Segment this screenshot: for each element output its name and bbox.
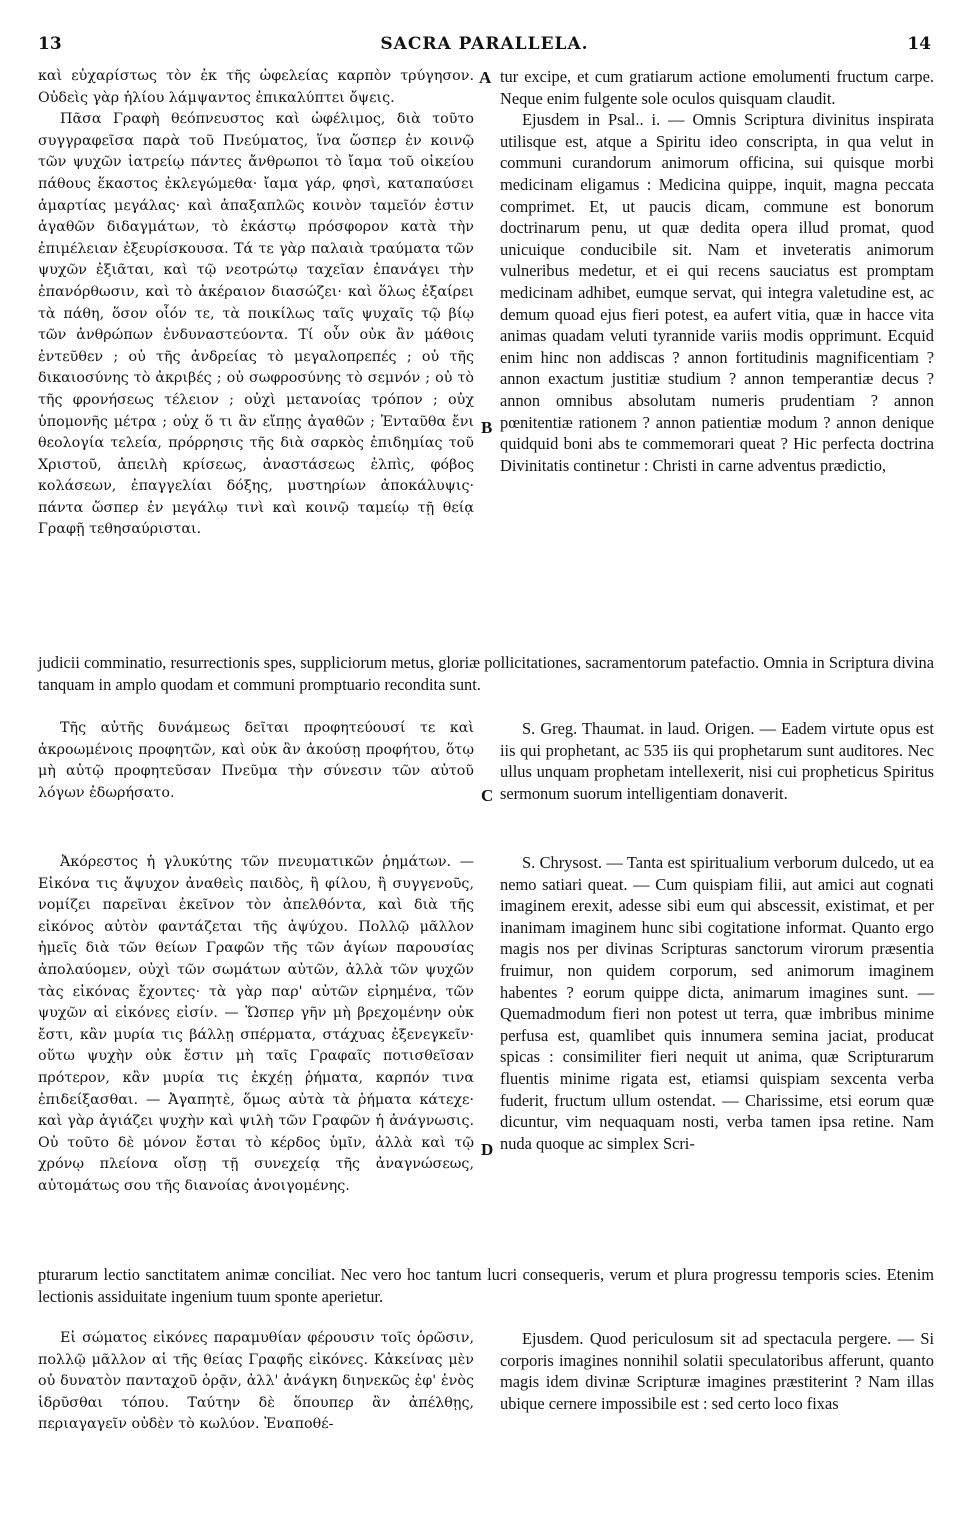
latin-continuation: pturarum lectio sanctitatem animæ conciliat. Nec vero hoc tantum lucri consequeris, verum et plura progressu temporis scies. Etenim lectionis assiduitate ingenium tuum sponte aperietur. [38, 1265, 934, 1306]
section-marker-a: A [479, 68, 492, 87]
latin-paragraph: S. Greg. Thaumat. in laud. Origen. — Eadem virtute opus est iis qui prophetant, ac 535 iis qui prophetarum sunt auditores. Nec ullus unquam prophetam intellexerit, nisi cui propheticus Spiritus sermonum suorum intelligentiam donaverit. [500, 719, 934, 803]
latin-full-width-section-1 [38, 652, 934, 695]
latin-column-section-1 [500, 66, 934, 476]
section-marker-b: B [481, 418, 493, 437]
latin-column-section-4 [500, 1328, 934, 1414]
page-number-left: 13 [38, 34, 62, 54]
section-marker-c: C [481, 786, 494, 805]
greek-paragraph: Πᾶσα Γραφὴ θεόπνευστος καὶ ὠφέλιμος, διὰ τοῦτο συγγραφεῖσα παρὰ τοῦ Πνεύματος, ἵνα ὥσπερ ἐν κοινῷ τῶν ψυχῶν ἰατρείῳ πάντες ἄνθρωποι τὸ ἴαμα τοῦ οἰκείου πάθους ἕκαστος ἐκλεγώμεθα· ἴαμα γάρ, φησὶ, καταπαύσει ἁμαρτίας μεγάλας· καὶ ἁπαξαπλῶς κοινὸν ταμεῖόν ἐστιν ἀγαθῶν διδαγμάτων, τὸ ἑκάστῳ πρόσφορον κατὰ τὴν ἐπιμέλειαν ἐξευρίσκουσα. Τά τε γὰρ παλαιὰ τραύματα τῶν ψυχῶν ἐξιᾶται, καὶ τῷ νεοτρώτῳ ταχεῖαν ἐπανάγει τὴν ἐπανόρθωσιν, καὶ τὸ ἀκέραιον διασώζει· καὶ ὅλως ἐξαίρει τὰ πάθη, ὅσον οἷόν τε, τὰ ποικίλως ταῖς ψυχαῖς τῷ βίῳ τῶν ἀνθρώπων ἐνδυναστεύοντα. Τί οὖν οὐκ ἂν μάθοις ἐντεῦθεν ; οὐ τῆς ἀνδρείας τὸ μεγαλοπρεπές ; οὐ τῆς δικαιοσύνης τὸ ἀκριβές ; οὐ σωφροσύνης τὸ σεμνόν ; οὐ τὸ τῆς φρονήσεως τέλειον ; οὐχὶ μετανοίας τρόπον ; οὐχ ὑπομονῆς μέτρα ; οὐχ ὅ τι ἂν εἴπῃς ἀγαθῶν ; Ἐνταῦθα ἔνι θεολογία τελεία, πρόρρησις τῆς διὰ σαρκὸς ἐπιδημίας τοῦ Χριστοῦ, ἀπειλὴ κρίσεως, ἀναστάσεως ἐλπὶς, φόβος κολάσεων, ἐπαγγελίαι δόξης, μυστηρίων ἀποκάλυψις· πάντα ὥσπερ ἐν μεγάλῳ τινὶ καὶ κοινῷ ταμείῳ τῇ θείᾳ Γραφῇ τεθησαύρισται. [38, 111, 474, 538]
latin-paragraph: Ejusdem. Quod periculosum sit ad spectacula pergere. — Si corporis imagines nonnihil solatii speculatoribus afferunt, quanto magis idem divinæ Scripturæ imagines præstiterint ? Nam illas ubique cernere impossibile est : sed certo loco fixas [500, 1329, 934, 1413]
latin-paragraph: S. Chrysost. — Tanta est spiritualium verborum dulcedo, ut ea nemo satiari queat. — Cum quispiam filii, aut amici aut cognati imaginem erexit, adesse sibi eum qui abscessit, existimat, et per inanimam imaginem hunc sibi cogitatione informat. Quanto ergo magis nos per divinas Scripturas sanctorum virorum præsentia fruimur, non quidem corporum, sed animorum imaginem habentes ? eorum quippe dicta, animarum imagines sunt. — Quemadmodum fieri non potest ut terra, quæ imbribus minime perfusa est, quamlibet quis innumera semina jaciat, producat spicas : consimiliter fieri nequit ut anima, quæ Scripturarum fluentis minime rigata est, etiamsi quispiam sexcenta verba fuderit, fructum ullum ostendat. — Charissime, etsi eorum quæ dicuntur, vim nequaquam nosti, verba tamen ipsa retine. Nam nuda quoque ac simplex Scri- [500, 853, 934, 1153]
running-title: SACRA PARALLELA. [380, 34, 589, 54]
greek-column-section-3 [38, 852, 474, 1198]
latin-column-section-3 [500, 852, 934, 1154]
greek-paragraph: Τῆς αὐτῆς δυνάμεως δεῖται προφητεύουσί τε καὶ ἀκροωμένοις προφητῶν, καὶ οὐκ ἂν ἀκούσῃ προφήτου, ὅτῳ μὴ αὐτῷ προφητεῦσαν Πνεῦμα τὴν σύνεσιν τῶν αὐτοῦ λόγων ἐδωρήσατο. [38, 720, 474, 801]
latin-continuation: judicii comminatio, resurrectionis spes, suppliciorum metus, gloriæ pollicitationes, sacramentorum patefactio. Omnia in Scriptura divina tanquam in amplo quodam et communi promptuario recondita sunt. [38, 653, 934, 694]
latin-paragraph: Ejusdem in Psal.. i. — Omnis Scriptura divinitus inspirata utilisque est, atque a Spiritu ideo conscripta, in qua velut in communi curandorum animorum officina, sui quisque morbi medicinam eligamus : Medicina quippe, inquit, magna peccata comprimet. Et, ut paucis dicam, commune est bonorum doctrinarum penu, ut quæ dedita opera illud promat, quod unicuique conducibile sit. Nam et inveteratis animorum vulneribus medetur, et ei qui recens sauciatus est promptam medicinam adhibet, eumque servat, qui integra valetudine est, ac demum quoad ejus fieri potest, ea aufert vitia, quæ in hacce vita animas quadam veluti tyrannide variis modis opprimunt. Ecquid enim hinc non addiscas ? annon fortitudinis magnificentiam ? annon exactum justitiæ studium ? annon temperantiæ decus ? annon omnibus absolutam numeris prudentiam ? annon pœnitentiæ rationem ? annon patientiæ modum ? annon denique quidquid boni abs te commemorari queat ? Hic perfecta doctrina Divinitatis continetur : Christi in carne adventus prædictio, [500, 110, 934, 475]
latin-column-section-2 [500, 718, 934, 804]
greek-column-section-1 [38, 66, 474, 541]
greek-column-section-4 [38, 1328, 474, 1436]
page-header [38, 34, 931, 56]
latin-full-width-section-3 [38, 1264, 934, 1307]
section-marker-d: D [481, 1140, 494, 1159]
greek-paragraph: Εἰ σώματος εἰκόνες παραμυθίαν φέρουσιν τοῖς ὁρῶσιν, πολλῷ μᾶλλον αἱ τῆς θείας Γραφῆς εἰκόνες. Κἀκείνας μὲν οὐ δυνατὸν πανταχοῦ ὁρᾷν, ἀλλ' ἀνάγκη διηνεκῶς ἐφ' ἑνὸς ἱδρῦσθαι τόπου. Ταύτην δὲ ὅπουπερ ἂν ἀπέλθῃς, περιαγαγεῖν οὐδὲν τὸ κωλύον. Ἐναποθέ- [38, 1330, 474, 1433]
greek-paragraph: καὶ εὐχαρίστως τὸν ἐκ τῆς ὠφελείας καρπὸν τρύγησον. Οὐδεὶς γὰρ ἡλίου λάμψαντος ἐπικαλύπτει ὄψεις. [38, 68, 474, 106]
greek-paragraph: Ἀκόρεστος ἡ γλυκύτης τῶν πνευματικῶν ῥημάτων. — Εἰκόνα τις ἄψυχον ἀναθεὶς παιδὸς, ἢ φίλου, ἢ συγγενοῦς, νομίζει παρεῖναι ἐκεῖνον τὸν ἀπελθόντα, καὶ διὰ τῆς εἰκόνος αὐτὸν φαντάζεται τῆς ἀψύχου. Πολλῷ μᾶλλον ἡμεῖς διὰ τῶν θείων Γραφῶν τῆς τῶν ἁγίων παρουσίας ἀπολαύομεν, οὐχὶ τῶν σωμάτων αὐτῶν, ἀλλὰ τῶν ψυχῶν τὰς εἰκόνας ἔχοντες· τὰ γὰρ παρ' αὐτῶν εἰρημένα, τῶν ψυχῶν αἱ εἰκόνες εἰσίν. — Ὥσπερ γῆν μὴ βρεχομένην οὐκ ἔστι, κἂν μυρία τις βάλλῃ σπέρματα, στάχυας ἐξενεγκεῖν· οὕτω ψυχὴν οὐκ ἔστιν μὴ ταῖς Γραφαῖς ποτισθεῖσαν πρότερον, κἂν μυρία τις ἐκχέῃ ῥήματα, καρπόν τινα ἐπιδείξασθαι. — Ἀγαπητὲ, ὅμως αὐτὰ τὰ ῥήματα κάτεχε· καὶ γὰρ ἁγιάζει ψυχὴν καὶ ψιλὴ τῶν Γραφῶν ἡ ἀνάγνωσις. Οὐ τοῦτο δὲ μόνον ἔσται τὸ κέρδος ὑμῖν, ἀλλὰ καὶ τῷ χρόνῳ πλείονα οἴσῃ τῇ συνεχείᾳ τῆς ἀναγνώσεως, αὐτομάτως σου τῆς διανοίας ἀνοιγομένης. [38, 854, 474, 1194]
greek-column-section-2 [38, 718, 474, 804]
page-number-right: 14 [907, 34, 931, 54]
latin-paragraph: tur excipe, et cum gratiarum actione emolumenti fructum carpe. Neque enim fulgente sole oculos quisquam claudit. [500, 67, 934, 108]
